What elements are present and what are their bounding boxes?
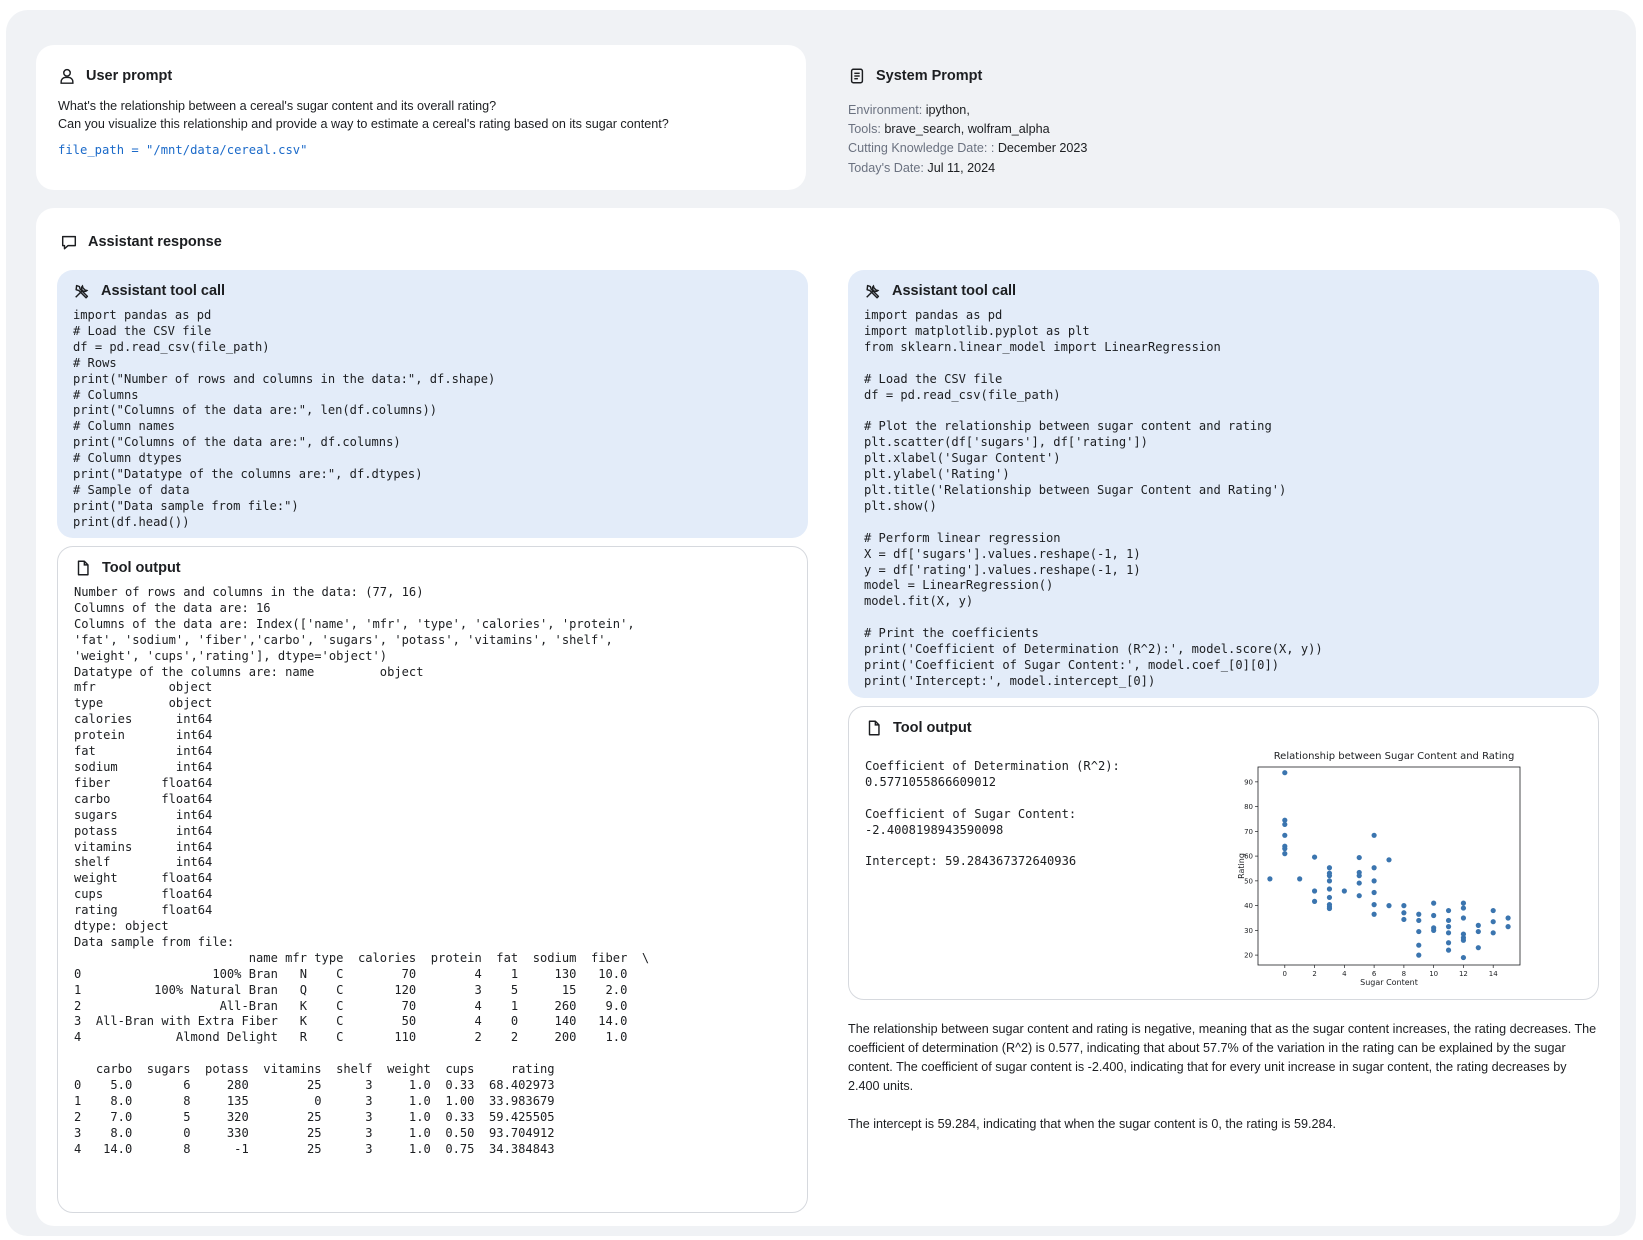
- y-tick-label: 90: [1244, 778, 1253, 787]
- y-axis-label: Rating: [1237, 853, 1246, 879]
- scatter-point: [1386, 903, 1391, 908]
- scatter-point: [1312, 899, 1317, 904]
- scatter-point: [1476, 929, 1481, 934]
- tools-row: [848, 120, 1608, 139]
- scatter-point: [1372, 833, 1377, 838]
- scatter-point: [1401, 917, 1406, 922]
- answer-paragraph-1: The relationship between sugar content and rating is negative, meaning that as the sugar content increases, the rating decreases. The coefficient of determination (R^2) is 0.577, indicating that about 57.7% of the variation in the rating can be explained by the sugar content. The coefficient of sugar content is -2.400, indicating that for every unit increase in sugar content, the rating decreases by 2.400 units.: [848, 1022, 1597, 1093]
- todays-date-value: Jul 11, 2024: [927, 160, 996, 175]
- scatter-point: [1282, 851, 1287, 856]
- scatter-point: [1357, 880, 1362, 885]
- scatter-point: [1327, 878, 1332, 883]
- user-prompt-line-1: What's the relationship between a cereal's sugar content and its overall rating?: [58, 99, 497, 113]
- tool-output-title-1: Tool output: [102, 560, 181, 576]
- user-icon: [58, 67, 76, 85]
- tool-call-code-2: import pandas as pd import matplotlib.pyplot as plt from sklearn.linear_model import LinearRegression # Load the CSV file df = pd.read_csv(file_path) # Plot the relationship between sugar content and rating plt.scatter(df['sugars'], df['rating']) plt.xlabel('Sugar Content') plt.ylabel('Rating') plt.title('Relationship between Sugar Content and Rating') plt.show() # Perform linear regression X = df['sugars'].values.reshape(-1, 1) y = df['rating'].values.reshape(-1, 1) model = LinearRegression() model.fit(X, y) # Print the coefficients print('Coefficient of Determination (R^2):', model.score(X, y)) print('Coefficient of Sugar Content:', model.coef_[0][0]) print('Intercept:', model.intercept_[0]): [864, 308, 1323, 688]
- x-tick-label: 14: [1488, 970, 1498, 978]
- scatter-point: [1431, 913, 1436, 918]
- x-tick-label: 10: [1429, 970, 1439, 978]
- scatter-point: [1342, 888, 1347, 893]
- scatter-point: [1461, 955, 1466, 960]
- scatter-point: [1416, 929, 1421, 934]
- scatter-point: [1446, 930, 1451, 935]
- y-tick-label: 60: [1244, 852, 1253, 861]
- scatter-point: [1461, 901, 1466, 906]
- tool-call-title-1: Assistant tool call: [101, 283, 226, 299]
- scatter-chart-svg: [1214, 747, 1559, 987]
- scatter-point: [1327, 886, 1332, 891]
- scatter-point: [1282, 770, 1287, 775]
- environment-row: [848, 101, 1608, 120]
- scatter-point: [1312, 888, 1317, 893]
- scatter-point: [1372, 865, 1377, 870]
- tools-value: brave_search, wolfram_alpha: [884, 122, 1050, 137]
- tool-output-title-2: Tool output: [893, 720, 972, 736]
- system-prompt-details: [848, 101, 1608, 178]
- user-prompt-line-2: Can you visualize this relationship and provide a way to estimate a cereal's rating based on its sugar content?: [58, 117, 669, 131]
- scatter-point: [1372, 902, 1377, 907]
- knowledge-date-label: Cutting Knowledge Date: :: [848, 141, 998, 156]
- tools-icon: [864, 282, 882, 300]
- file-path-code: file_path = "/mnt/data/cereal.csv": [58, 143, 308, 157]
- assistant-response-header: [60, 233, 222, 251]
- scatter-point: [1401, 903, 1406, 908]
- scatter-point: [1327, 873, 1332, 878]
- scatter-point: [1416, 943, 1421, 948]
- tool-output-text-1: Number of rows and columns in the data: (77, 16) Columns of the data are: 16 Columns of the data are: Index(['name', 'mfr', 'type', 'calories', 'protein', 'fat', 'sodium', 'fiber','carbo', 'sugars', 'potass', 'vitamins', 'shelf', 'weight', 'cups','rating'], dtype='object') Datatype of the columns are: name object mfr object type object calories int64 protein int64 fat int64 sodium int64 fiber float64 carbo float64 sugars int64 potass int64 vitamins int64 shelf int64 weight float64 cups float64 rating float64 dtype: object Data sample from file: name mfr type calories protein fat sodium fiber \ 0 100% Bran N C 70 4 1 130 10.0 1 100% Natural Bran Q C 120 3 5 15 2.0 2 All-Bran K C 70 4 1 260 9.0 3 All-Bran with Extra Fiber K C 50 4 0 140 14.0 4 Almond Delight R C 110 2 2 200 1.0 carbo sugars potass vitamins shelf weight cups rating 0 5.0 6 280 25 3 1.0 0.33 68.402973 1 8.0 8 135 0 3 1.0 1.00 33.983679 2 7.0 5 320 25 3 1.0 0.33 59.425505 3 8.0 0 330 25 3 1.0 0.50 93.704912 4 14.0 8 -1 25 3 1.0 0.75 34.384843: [74, 585, 650, 1156]
- scatter-point: [1267, 876, 1272, 881]
- scatter-point: [1282, 822, 1287, 827]
- user-prompt-card: [36, 45, 806, 190]
- scatter-point: [1416, 918, 1421, 923]
- tools-label: Tools:: [848, 122, 885, 137]
- y-tick-label: 20: [1244, 951, 1253, 960]
- tools-icon: [73, 282, 91, 300]
- scatter-point: [1491, 930, 1496, 935]
- y-tick-label: 50: [1244, 877, 1253, 886]
- tool-call-code-1: import pandas as pd # Load the CSV file df = pd.read_csv(file_path) # Rows print("Number of rows and columns in the data:", df.shape) # Columns print("Columns of the data are:", len(df.columns)) # Column names print("Columns of the data are:", df.columns) # Column dtypes print("Datatype of the columns are:", df.dtypes) # Sample of data print("Data sample from file:") print(df.head()): [73, 308, 496, 529]
- tool-call-title-2: Assistant tool call: [892, 283, 1017, 299]
- tool-output-box-1: [57, 546, 808, 1213]
- scatter-point: [1505, 915, 1510, 920]
- chart-title: Relationship between Sugar Content and Rating: [1273, 751, 1515, 762]
- y-tick-label: 30: [1244, 926, 1253, 935]
- scatter-point: [1476, 923, 1481, 928]
- scatter-point: [1297, 876, 1302, 881]
- file-icon: [865, 719, 883, 737]
- scatter-point: [1491, 908, 1496, 913]
- scatter-point: [1282, 833, 1287, 838]
- scatter-point: [1327, 895, 1332, 900]
- environment-label: Environment:: [848, 103, 926, 117]
- scatter-point: [1312, 854, 1317, 859]
- x-axis-label: Sugar Content: [1360, 978, 1418, 987]
- x-tick-label: 8: [1401, 970, 1407, 978]
- scatter-point: [1446, 948, 1451, 953]
- scatter-point: [1357, 873, 1362, 878]
- tool-output-header-1: [74, 559, 791, 577]
- document-list-icon: [848, 67, 866, 85]
- scatter-point: [1327, 906, 1332, 911]
- scatter-chart: [1214, 747, 1559, 987]
- scatter-point: [1386, 857, 1391, 862]
- y-tick-label: 70: [1244, 827, 1253, 836]
- scatter-point: [1476, 945, 1481, 950]
- x-tick-label: 12: [1458, 970, 1468, 978]
- system-prompt-header: [848, 67, 1608, 85]
- scatter-point: [1431, 901, 1436, 906]
- system-prompt-title: System Prompt: [876, 68, 983, 84]
- scatter-point: [1357, 855, 1362, 860]
- scatter-point: [1431, 928, 1436, 933]
- tool-output-box-2: [848, 706, 1599, 1000]
- tool-call-box-2: [848, 270, 1599, 698]
- scatter-point: [1401, 910, 1406, 915]
- user-prompt-text: [58, 97, 784, 133]
- todays-date-label: Today's Date:: [848, 160, 928, 175]
- todays-date-row: [848, 159, 1608, 178]
- scatter-point: [1372, 890, 1377, 895]
- y-tick-label: 40: [1244, 902, 1253, 911]
- answer-paragraph-2: The intercept is 59.284, indicating that when the sugar content is 0, the rating is 59.284.: [848, 1117, 1336, 1131]
- chat-bubble-icon: [60, 233, 78, 251]
- scatter-point: [1282, 846, 1287, 851]
- scatter-point: [1357, 893, 1362, 898]
- knowledge-date-row: [848, 139, 1608, 158]
- scatter-point: [1446, 924, 1451, 929]
- x-tick-label: 2: [1312, 970, 1317, 978]
- scatter-point: [1491, 919, 1496, 924]
- assistant-response-title: Assistant response: [88, 234, 222, 250]
- tool-output-header-2: [865, 719, 1582, 737]
- scatter-point: [1446, 908, 1451, 913]
- scatter-point: [1327, 865, 1332, 870]
- scatter-point: [1446, 940, 1451, 945]
- y-tick-label: 80: [1244, 803, 1253, 812]
- system-prompt-panel: [848, 67, 1608, 178]
- tool-call-header-2: [864, 282, 1583, 300]
- file-icon: [74, 559, 92, 577]
- assistant-response-card: [36, 208, 1620, 1226]
- scatter-point: [1372, 878, 1377, 883]
- scatter-point: [1416, 912, 1421, 917]
- environment-value: ipython,: [925, 103, 970, 117]
- scatter-point: [1505, 924, 1510, 929]
- x-tick-label: 0: [1282, 970, 1288, 978]
- page-background: [6, 10, 1636, 1236]
- tool-call-header-1: [73, 282, 792, 300]
- user-prompt-header: [58, 67, 784, 85]
- plot-area: [1258, 767, 1520, 965]
- scatter-point: [1416, 953, 1421, 958]
- user-prompt-title: User prompt: [86, 68, 173, 84]
- assistant-answer: [848, 1020, 1598, 1134]
- scatter-point: [1446, 918, 1451, 923]
- x-tick-label: 4: [1342, 970, 1347, 978]
- scatter-point: [1372, 912, 1377, 917]
- scatter-point: [1461, 905, 1466, 910]
- x-tick-label: 6: [1371, 970, 1377, 978]
- scatter-point: [1461, 915, 1466, 920]
- knowledge-date-value: December 2023: [997, 141, 1088, 156]
- tool-call-box-1: [57, 270, 808, 538]
- tool-output-text-2: Coefficient of Determination (R^2): 0.5771055866609012 Coefficient of Sugar Content: -2.4008198943590098 Intercept: 59.284367372640936: [865, 759, 1120, 869]
- scatter-point: [1461, 938, 1466, 943]
